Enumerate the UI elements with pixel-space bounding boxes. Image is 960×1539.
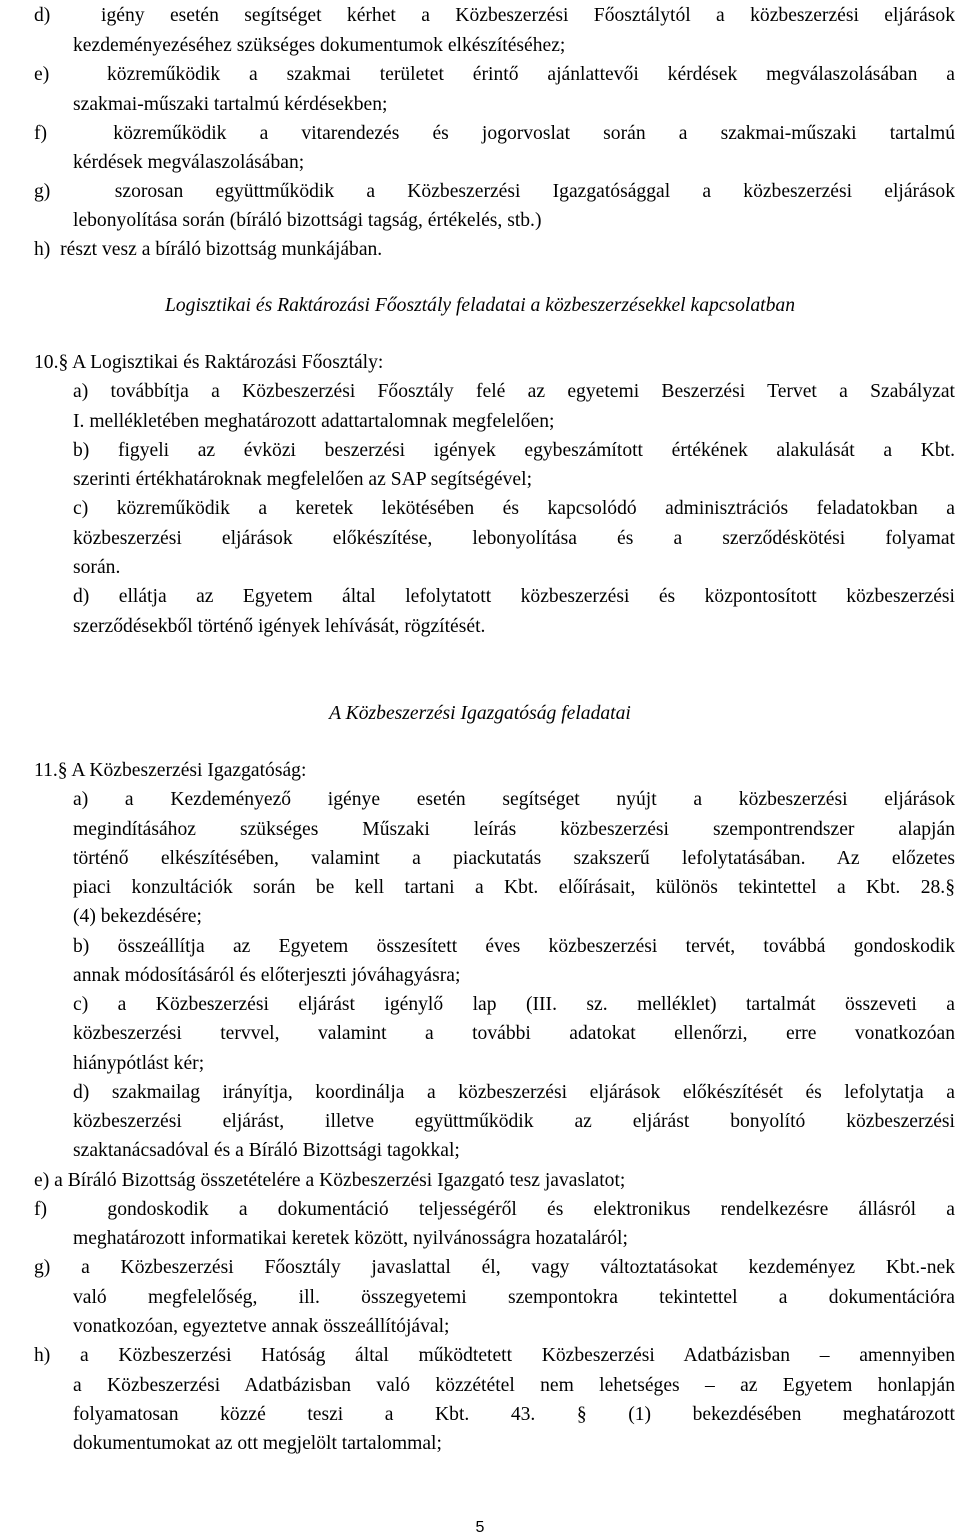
text-line: d) igény esetén segítséget kérhet a Közbeszerzési Főosztálytól a közbeszerzési eljárások: [34, 5, 955, 26]
text-line: b) összeállítja az Egyetem összesített éves közbeszerzési tervét, továbbá gondoskodik: [73, 936, 955, 957]
text-line: a) a Kezdeményező igénye esetén segítséget nyújt a közbeszerzési eljárások: [73, 789, 955, 810]
text-line: g) szorosan együttműködik a Közbeszerzési Igazgatósággal a közbeszerzési eljárások: [34, 181, 955, 202]
text-line: közbeszerzési eljárások előkészítése, lebonyolítása és a szerződéskötési folyamat: [73, 528, 955, 549]
text-line: c) a Közbeszerzési eljárást igénylő lap (III. sz. melléklet) tartalmát összeveti a: [73, 994, 955, 1015]
text-line: e) a Bíráló Bizottság összetételére a Közbeszerzési Igazgató tesz javaslatot;: [34, 1170, 626, 1191]
text-line: szerinti értékhatároknak megfelelően az SAP segítségével;: [73, 469, 533, 490]
text-line: lebonyolítása során (bíráló bizottsági tagság, értékelés, stb.): [73, 210, 542, 231]
text-line: szaktanácsadóval és a Bíráló Bizottsági tagokkal;: [73, 1140, 460, 1161]
section-heading: Logisztikai és Raktározási Főosztály feladatai a közbeszerzésekkel kapcsolatban: [164, 295, 795, 316]
text-line: szerződésekből történő igények lehívását, rögzítését.: [73, 616, 486, 637]
text-line: f) közreműködik a vitarendezés és jogorvoslat során a szakmai-műszaki tartalmú: [34, 123, 955, 144]
text-line: h) részt vesz a bíráló bizottság munkájában.: [34, 239, 383, 260]
text-line: közbeszerzési eljárást, illetve együttműködik az eljárást bonyolító közbeszerzési: [73, 1111, 955, 1132]
text-line: h) a Közbeszerzési Hatóság által működtetett Közbeszerzési Adatbázisban – amennyiben: [34, 1345, 955, 1366]
text-line: a Közbeszerzési Adatbázisban való közzététel nem lehetséges – az Egyetem honlapján: [73, 1375, 955, 1396]
text-line: kérdések megválaszolásában;: [73, 152, 305, 173]
text-line: b) figyeli az évközi beszerzési igények egybeszámított értékének alakulását a Kbt.: [73, 440, 955, 461]
text-line: e) közreműködik a szakmai területet érintő ajánlattevői kérdések megválaszolásában a: [34, 64, 955, 85]
section-title: 10.§ A Logisztikai és Raktározási Főosztály:: [34, 352, 384, 373]
text-line: I. mellékletében meghatározott adattartalomnak megfelelően;: [73, 411, 555, 432]
text-line: piaci konzultációk során be kell tartani a Kbt. előírásait, különös tekintettel a Kbt. 28.§: [73, 877, 955, 898]
text-line: kezdeményezéséhez szükséges dokumentumok elkészítéséhez;: [73, 35, 566, 56]
text-line: hiánypótlást kér;: [73, 1053, 205, 1074]
text-line: közbeszerzési tervvel, valamint a további adatokat ellenőrzi, erre vonatkozóan: [73, 1023, 955, 1044]
text-line: vonatkozóan, egyeztetve annak összeállítójával;: [73, 1316, 450, 1337]
text-line: folyamatosan közzé teszi a Kbt. 43. § (1) bekezdésében meghatározott: [73, 1404, 955, 1425]
text-line: dokumentumokat az ott megjelölt tartalommal;: [73, 1433, 442, 1454]
text-line: történő elkészítésében, valamint a piackutatás szakszerű lefolytatásában. Az előzetes: [73, 848, 955, 869]
section-title: 11.§ A Közbeszerzési Igazgatóság:: [34, 760, 307, 781]
text-line: a) továbbítja a Közbeszerzési Főosztály felé az egyetemi Beszerzési Tervet a Szabályzat: [73, 381, 955, 402]
text-line: szakmai-műszaki tartalmú kérdésekben;: [73, 94, 388, 115]
text-line: (4) bekezdésére;: [73, 906, 202, 927]
page-number: 5: [475, 1519, 485, 1536]
text-line: d) ellátja az Egyetem által lefolytatott közbeszerzési és központosított közbeszerzési: [73, 586, 955, 607]
text-line: d) szakmailag irányítja, koordinálja a közbeszerzési eljárások előkészítését és lefolytatja a: [73, 1082, 955, 1103]
text-line: c) közreműködik a keretek lekötésében és kapcsolódó adminisztrációs feladatokban a: [73, 498, 955, 519]
text-line: megindításához szükséges Műszaki leírás közbeszerzési szempontrendszer alapján: [73, 819, 955, 840]
text-line: való megfelelőség, ill. összegyetemi szempontokra tekintettel a dokumentációra: [73, 1287, 955, 1308]
text-line: meghatározott informatikai keretek között, nyilvánosságra hozataláról;: [73, 1228, 628, 1249]
section-heading: A Közbeszerzési Igazgatóság feladatai: [329, 703, 631, 724]
text-line: f) gondoskodik a dokumentáció teljességéről és elektronikus rendelkezésre állásról a: [34, 1199, 955, 1220]
text-line: annak módosításáról és előterjeszti jóváhagyásra;: [73, 965, 461, 986]
text-line: során.: [73, 557, 121, 578]
text-line: g) a Közbeszerzési Főosztály javaslattal él, vagy változtatásokat kezdeményez Kbt.-nek: [34, 1257, 955, 1278]
